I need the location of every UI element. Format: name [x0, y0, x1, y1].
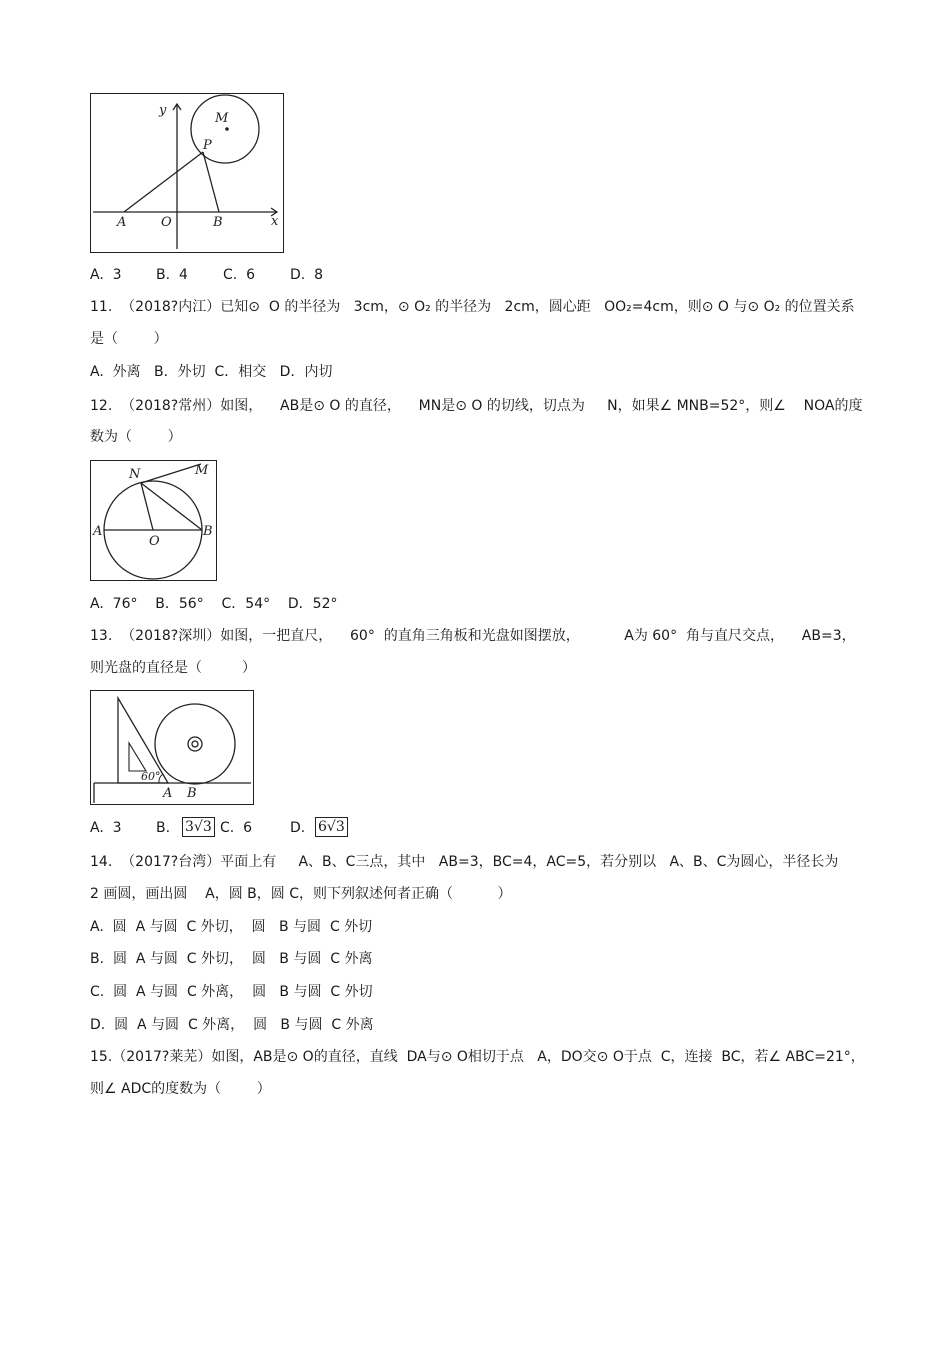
segment-pb — [203, 152, 219, 212]
disc-outer — [155, 704, 235, 784]
q13-stem-line1: 13. （2018?深圳）如图，一把直尺， 60° 的直角三角板和光盘如图摆放， A为 60° 角与直尺交点， AB=3， — [90, 628, 856, 644]
triangle-inner-cutout — [129, 743, 146, 771]
q13-option-d-value: 6√3 — [315, 817, 348, 837]
q10-option-a: A. 3 — [90, 267, 122, 283]
q11-stem-line1: 11. （2018?内江）已知⊙ O 的半径为 3cm，⊙ O₂ 的半径为 2cm，圆心距 OO₂=4cm，则⊙ O 与⊙ O₂ 的位置关系 — [90, 299, 855, 315]
point-m — [225, 127, 229, 131]
tangent-mn — [141, 464, 201, 483]
q13-option-b-value: 3√3 — [182, 817, 215, 837]
figure-ruler-svg — [91, 691, 253, 804]
label-n: N — [129, 467, 141, 482]
q11-options: A. 外离 B．外切 C．相交 D．内切 — [90, 364, 333, 380]
q14-option-c: C. 圆 A 与圆 C 外离， 圆 B 与圆 C 外切 — [90, 984, 373, 1000]
q15-stem-line1: 15.（2017?莱芜）如图，AB是⊙ O的直径，直线 DA与⊙ O相切于点 A，DO交⊙ O于点 C，连接 BC，若∠ ABC=21°， — [90, 1049, 865, 1065]
label-m: M — [195, 463, 209, 478]
q14-option-b: B. 圆 A 与圆 C 外切， 圆 B 与圆 C 外离 — [90, 951, 373, 967]
q13-option-c: C. 6 — [220, 820, 253, 836]
label-o: O — [149, 534, 160, 549]
q14-option-d: D. 圆 A 与圆 C 外离， 圆 B 与圆 C 外离 — [90, 1017, 374, 1033]
label-p: P — [203, 138, 212, 153]
segment-nb — [141, 483, 202, 530]
q13-stem-line2: 则光盘的直径是（ ） — [90, 660, 257, 676]
q12-stem-line1: 12. （2018?常州）如图， AB是⊙ O 的直径， MN是⊙ O 的切线，切点为 N，如果∠ MNB=52°，则∠ NOA的度 — [90, 398, 863, 414]
label-y: y — [159, 103, 167, 118]
q11-stem-line2: 是（ ） — [90, 331, 168, 347]
figure-coordinate-circle — [90, 93, 284, 253]
label-b: B — [203, 524, 213, 539]
q13-option-b-label: B. — [156, 820, 171, 836]
label-m: M — [215, 111, 229, 126]
q12-stem-line2: 数为（ ） — [90, 429, 182, 445]
label-a: A — [93, 524, 103, 539]
label-b: B — [213, 215, 223, 230]
q10-option-d: D. 8 — [290, 267, 324, 283]
figure-ruler-disc — [90, 690, 254, 805]
disc-hole — [192, 741, 198, 747]
q14-stem-line2: 2 画圆，画出圆 A，圆 B，圆 C，则下列叙述何者正确（ ） — [90, 886, 512, 902]
label-a: A — [163, 786, 173, 801]
figure-tangent-svg — [91, 461, 216, 580]
q13-options — [90, 819, 390, 841]
figure-tangent-circle — [90, 460, 217, 581]
q13-option-d-label: D. — [290, 820, 306, 836]
label-x: x — [271, 214, 279, 229]
q10-options — [90, 266, 390, 284]
label-angle: 60° — [141, 770, 161, 783]
label-b: B — [187, 786, 197, 801]
q13-option-a: A. 3 — [90, 820, 122, 836]
disc-ring — [188, 737, 202, 751]
q10-option-b: B. 4 — [156, 267, 188, 283]
figure-coordinate-svg — [91, 94, 283, 252]
q14-stem-line1: 14. （2017?台湾）平面上有 A、B、C三点，其中 AB=3，BC=4，AC=5，若分别以 A、B、C为圆心，半径长为 — [90, 854, 839, 870]
q14-option-a: A. 圆 A 与圆 C 外切， 圆 B 与圆 C 外切 — [90, 919, 373, 935]
q15-stem-line2: 则∠ ADC的度数为（ ） — [90, 1081, 271, 1097]
label-o: O — [161, 215, 172, 230]
q12-options: A. 76° B．56° C．54° D．52° — [90, 596, 338, 612]
segment-ap — [124, 152, 203, 212]
q10-option-c: C. 6 — [223, 267, 256, 283]
label-a: A — [117, 215, 127, 230]
